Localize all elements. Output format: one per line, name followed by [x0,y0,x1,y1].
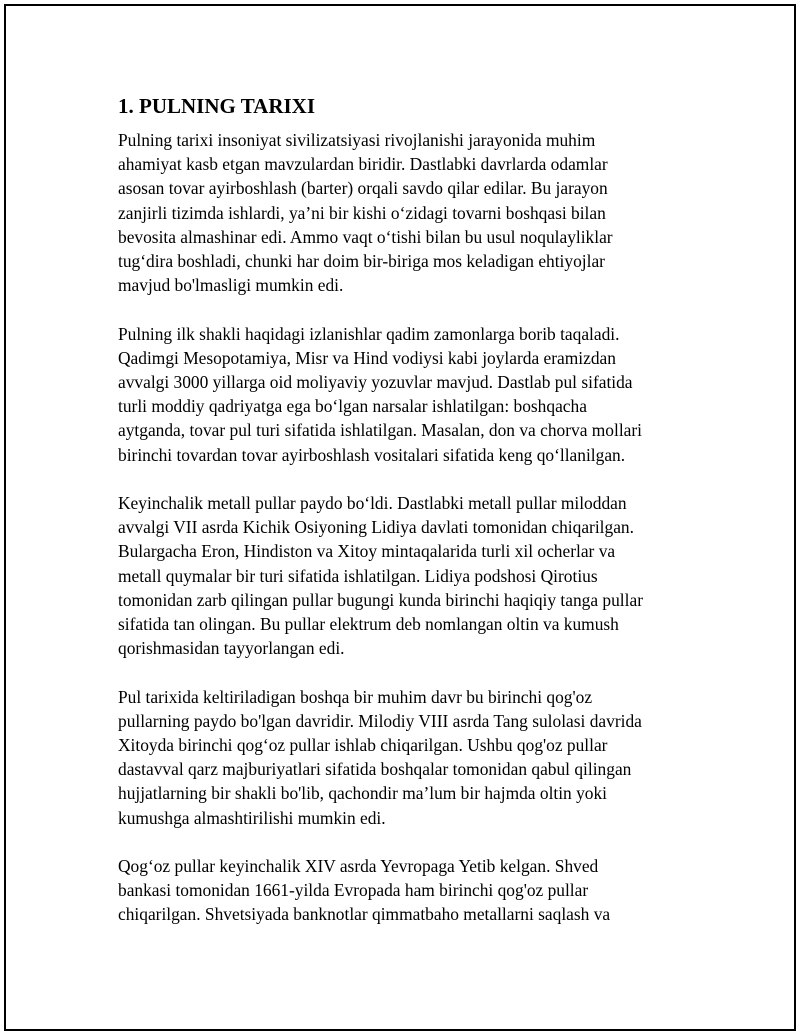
document-body [118,92,690,951]
paragraph-2 [118,322,690,467]
text-line: dastavval qarz majburiyatlari sifatida boshqalar tomonidan qabul qilingan [118,759,632,780]
paragraph-3 [118,491,690,660]
text-line: avvalgi VII asrda Kichik Osiyoning Lidiya davlati tomonidan chiqarilgan. [118,517,634,538]
text-line: tug‘dira boshladi, chunki har doim bir-biriga mos keladigan ehtiyojlar [118,251,605,272]
text-line: pullarning paydo bo'lgan davridir. Milodiy VIII asrda Tang sulolasi davrida [118,710,642,731]
text-line: bankasi tomonidan 1661-yilda Evropada ham birinchi qog'oz pullar [118,880,589,901]
text-line: bevosita almashinar edi. Ammo vaqt o‘tishi bilan bu usul noqulayliklar [118,226,613,247]
text-line: Qog‘oz pullar keyinchalik XIV asrda Yevropaga Yetib kelgan. Shved [118,856,599,877]
text-line: Bulargacha Eron, Hindiston va Xitoy mintaqalarida turli xil ocherlar va [118,541,616,562]
text-line: birinchi tovardan tovar ayirboshlash vositalari sifatida keng qo‘llanilgan. [118,444,626,465]
text-line: tomonidan zarb qilingan pullar bugungi kunda birinchi haqiqiy tanga pullar [118,589,643,610]
text-line: turli moddiy qadriyatga ega bo‘lgan narsalar ishlatilgan: boshqacha [118,396,587,417]
text-line: asosan tovar ayirboshlash (barter) orqali savdo qilar edilar. Bu jarayon [118,178,608,199]
section-heading: 1. PULNING TARIXI [118,94,315,118]
paragraph-4 [118,685,690,830]
text-line: Keyinchalik metall pullar paydo bo‘ldi. Dastlabki metall pullar miloddan [118,493,627,514]
text-line: hujjatlarning bir shakli bo'lib, qachondir ma’lum bir hajmda oltin yoki [118,783,608,804]
text-line: sifatida tan olingan. Bu pullar elektrum deb nomlangan oltin va kumush [118,614,619,635]
text-line: Pulning tarixi insoniyat sivilizatsiyasi rivojlanishi jarayonida muhim [118,130,596,150]
text-line: qorishmasidan tayyorlangan edi. [118,638,345,659]
text-line: Qadimgi Mesopotamiya, Misr va Hind vodiysi kabi joylarda eramizdan [118,347,616,368]
text-line: ahamiyat kasb etgan mavzulardan biridir. Dastlabki davrlarda odamlar [118,154,608,175]
text-line: mavjud bo'lmasligi mumkin edi. [118,275,344,296]
text-line: aytganda, tovar pul turi sifatida ishlatilgan. Masalan, don va chorva mollari [118,420,642,441]
text-line: kumushga almashtirilishi mumkin edi. [118,807,386,828]
text-line: metall quymalar bir turi sifatida ishlatilgan. Lidiya podshosi Qirotius [118,565,598,586]
text-line: avvalgi 3000 yillarga oid moliyaviy yozuvlar mavjud. Dastlab pul sifatida [118,372,633,393]
text-line: Pulning ilk shakli haqidagi izlanishlar qadim zamonlarga borib taqaladi. [118,323,620,344]
paragraph-5 [118,854,690,927]
text-line: Pul tarixida keltiriladigan boshqa bir muhim davr bu birinchi qog'oz [118,686,593,707]
text-line: zanjirli tizimda ishlardi, ya’ni bir kishi o‘zidagi tovarni boshqasi bilan [118,202,606,223]
paragraph-1 [118,128,690,297]
text-line: Xitoyda birinchi qog‘oz pullar ishlab chiqarilgan. Ushbu qog'oz pullar [118,735,608,756]
text-line: chiqarilgan. Shvetsiyada banknotlar qimmatbaho metallarni saqlash va [118,904,611,925]
